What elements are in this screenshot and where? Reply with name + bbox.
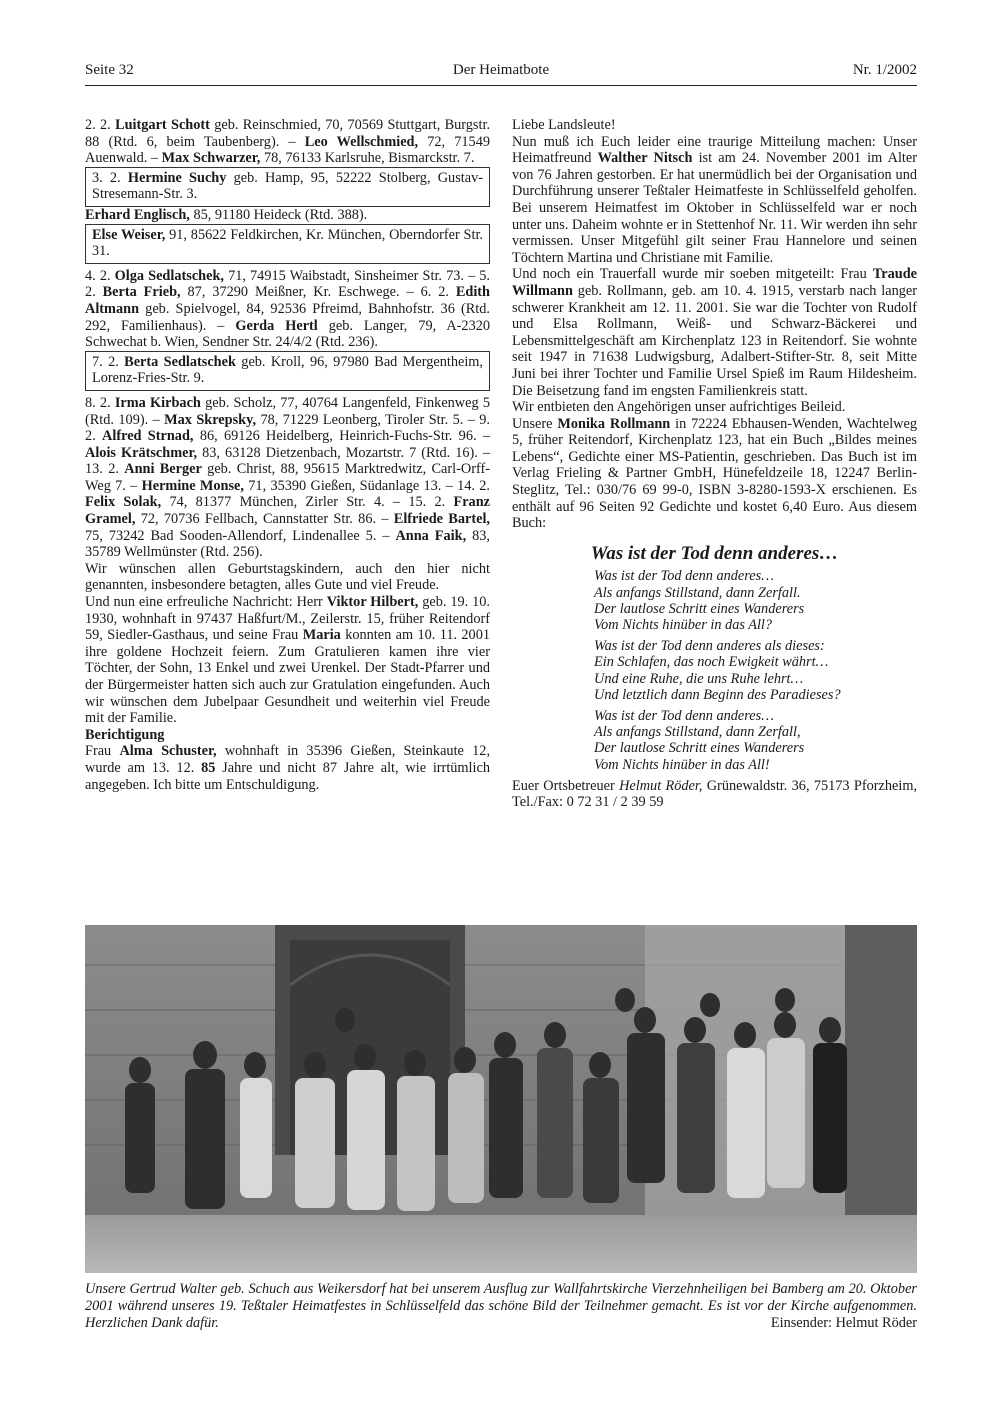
poem [594,568,917,772]
birthday-entry: 2. 2. Luitgart Schott geb. Reinschmied, 70, 70569 Stuttgart, Burgstr. 88 (Rtd. 6, beim Taubenberg). – Leo Wellschmied, 72, 71549 Auenwald. – Max Schwarzer, 78, 76133 Karlsruhe, Bismarckstr. 7. [85,117,491,167]
obituary-nitsch: Nun muß ich Euch leider eine traurige Mitteilung machen: Unser Heimatfreund Walther Nitsch ist am 24. November 2001 im Alter von 76 Jahren gestorben. Er hat unermüdlich bei der Organisation und Durchführung unserer Teßtaler Heimatfeste in Schlüsselfeld geholfen. Bei unserem Heimatfest im Oktober in Schlüsselfeld war er noch unter uns. Daheim wohnte er in Stettenhof Nr. 11. Wir werden ihn sehr vermissen. Unser Mitgefühl gilt seiner Frau Hannelore und seinen Töchtern Martina und Christiane mit Familie. [512,133,917,266]
signoff: Euer Ortsbetreuer Helmut Röder, Grünewaldstr. 36, 75173 Pforzheim, Tel./Fax: 0 72 31 / 2 39 59 [512,777,918,811]
poem-line: Was ist der Tod denn anderes… [594,708,774,725]
book-announcement: Unsere Monika Rollmann in 72224 Ebhausen-Wenden, Wachtelweg 5, früher Reitendorf, Kirchenplatz 123, hat ein Buch „Bildes meines Lebens“, Gedichte einer MS-Patientin, geschrieben. Das Buch ist im Verlag Frieling & Partner GmbH, Hünefeldzeile 18, 12247 Berlin-Steglitz, Tel.: 030/76 69 99-0, ISBN 3-8280-1593-X erschienen. Es enthält auf 96 Seiten 92 Gedichte und kostet 6,40 Euro. Aus diesem Buch: [512,415,917,532]
page-number: Seite 32 [85,62,134,78]
anniversary-news: Und nun eine erfreuliche Nachricht: Herr Viktor Hilbert, geb. 19. 10. 1930, wohnhaft in 97437 Haßfurt/M., Zeilerstr. 15, früher Reitendorf 59, Siedler-Gasthaus, und seine Frau Maria konnten am 10. 11. 2001 ihre goldene Hochzeit feiern. Zum Gratulieren kamen ihre vier Töchter, der Sohn, 13 Enkel und zwei Urenkel. Der Stadt-Pfarrer und der Bürgermeister hatten sich auch zur Gratulation eingefunden. Auch wir wünschen dem Jubelpaar Gesundheit und weiterhin viel Freude mit der Familie. [85,594,491,727]
condolences: Wir entbieten den Angehörigen unser aufrichtiges Beileid. [512,399,846,416]
left-column [85,117,490,793]
correction-text: Frau Alma Schuster, wohnhaft in 35396 Gießen, Steinkaute 12, wurde am 13. 12. 85 Jahre und nicht 87 Jahre alt, wie irrtümlich angegeben. Ich bitte um Entschuldigung. [85,743,491,793]
poem-line: Ein Schlafen, das noch Ewigkeit währt… [594,654,829,671]
poem-line: Der lautlose Schritt eines Wanderers [594,600,805,617]
birthday-entry: 4. 2. Olga Sedlatschek, 71, 74915 Waibstadt, Sinsheimer Str. 73. – 5. 2. Berta Frieb, 87, 37290 Meißner, Kr. Eschwege. – 6. 2. Edith Altmann geb. Spielvogel, 84, 92536 Pfreimd, Bahnhofstr. 36 (Rtd. 292, Familienhaus). – Gerda Hertl geb. Langer, 79, A-2320 Schwechat b. Wien, Sendner Str. 24/4/2 (Rtd. 236). [85,267,491,351]
poem-stanza [594,568,917,633]
poem-line: Als anfangs Stillstand, dann Zerfall. [594,584,801,601]
issue-number: Nr. 1/2002 [852,62,917,78]
header-rule [85,85,917,86]
group-photo [85,925,917,1273]
poem-line: Vom Nichts hinüber in das All? [594,617,773,634]
caption-sender: Einsender: Helmut Röder [770,1315,917,1331]
poem-line: Der lautlose Schritt eines Wanderers [594,740,805,757]
birthday-entry: 8. 2. Irma Kirbach geb. Scholz, 77, 40764 Langenfeld, Finkenweg 5 (Rtd. 109). – Max Skrepsky, 78, 71229 Leonberg, Tiroler Str. 5. – 9. 2. Alfred Strnad, 86, 69126 Heidelberg, Heinrich-Fuchs-Str. 96. – Alois Krätschmer, 83, 63128 Dietzenbach, Mozartstr. 7 (Rtd. 16). – 13. 2. Anni Berger geb. Christ, 88, 95615 Marktredwitz, Carl-Orff-Weg 7. – Hermine Monse, 71, 35390 Gießen, Südanlage 13. – 14. 2. Felix Solak, 74, 81377 München, Zirler Str. 4. – 15. 2. Franz Gramel, 72, 70736 Fellbach, Cannstatter Str. 86. – Elfriede Bartel, 75, 73242 Bad Sooden-Allendorf, Lindenallee 5. – Anna Faik, 83, 35789 Wellmünster (Rtd. 256). [85,394,491,561]
correction-heading: Berichtigung [85,726,165,743]
obituary-willmann: Und noch ein Trauerfall wurde mir soeben mitgeteilt: Frau Traude Willmann geb. Rollmann, geb. am 10. 4. 1915, verstarb nach langer schwerer Krankheit am 12. 11. 2001. Sie war die Tochter von Rudolf und Elsa Rollmann, Weiß- und Schwarz-Bäckerei und Lebensmittelgeschäft am Kirchenplatz 123 in Reitendorf. Sie wohnte seit 1947 in 71638 Ludwigsburg, Adalbert-Stifter-Str. 8, seit Mitte Juni bei ihrer Tochter und Familie Ursel Spieß im Raum Hildesheim. Die Beisetzung fand im engsten Familienkreis statt. [512,266,917,399]
right-column [512,117,917,811]
boxed-birthday-entry: Else Weiser, 91, 85622 Feldkirchen, Kr. München, Oberndorfer Str. 31. [85,224,490,264]
poem-stanza [594,708,917,773]
poem-line: Vom Nichts hinüber in das All! [594,756,770,773]
poem-stanza [594,638,917,703]
boxed-birthday-entry: 7. 2. Berta Sedlatschek geb. Kroll, 96, 97980 Bad Mergentheim, Lorenz-Fries-Str. 9. [85,351,490,391]
pavement [85,1215,917,1273]
publication-title: Der Heimatbote [452,62,550,78]
caption-text: Unsere Gertrud Walter geb. Schuch aus Weikersdorf hat bei unserem Ausflug zur Wallfahrtskirche Vierzehnheiligen bei Bamberg am 20. Oktober 2001 während unseres 19. Teßtaler Heimatfestes in Schlüsselfeld das schöne Bild der Teilnehmer gemacht. Es ist vor der Kirche aufgenommen. Herzlichen Dank dafür. [85,1281,917,1331]
birthday-entry: Erhard Englisch, 85, 91180 Heideck (Rtd. 388). [85,206,368,223]
page-header [85,62,917,86]
poem-line: Was ist der Tod denn anderes als dieses: [594,638,825,655]
poem-line: Und eine Ruhe, die uns Ruhe lehrt… [594,670,804,687]
group-photo-image [85,925,917,1273]
greeting: Liebe Landsleute! [512,117,616,133]
poem-line: Und letztlich dann Beginn des Paradieses? [594,686,841,703]
birthday-wishes: Wir wünschen allen Geburtstagskindern, auch den hier nicht genannten, insbesondere betagten, alles Gute und viel Freude. [85,560,490,594]
poem-title: Was ist der Tod denn anderes… [590,542,839,564]
photo-caption [85,1281,917,1332]
poem-line: Als anfangs Stillstand, dann Zerfall, [594,724,801,741]
boxed-birthday-entry: 3. 2. Hermine Suchy geb. Hamp, 95, 52222 Stolberg, Gustav-Stresemann-Str. 3. [85,167,490,207]
poem-line: Was ist der Tod denn anderes… [594,568,774,585]
